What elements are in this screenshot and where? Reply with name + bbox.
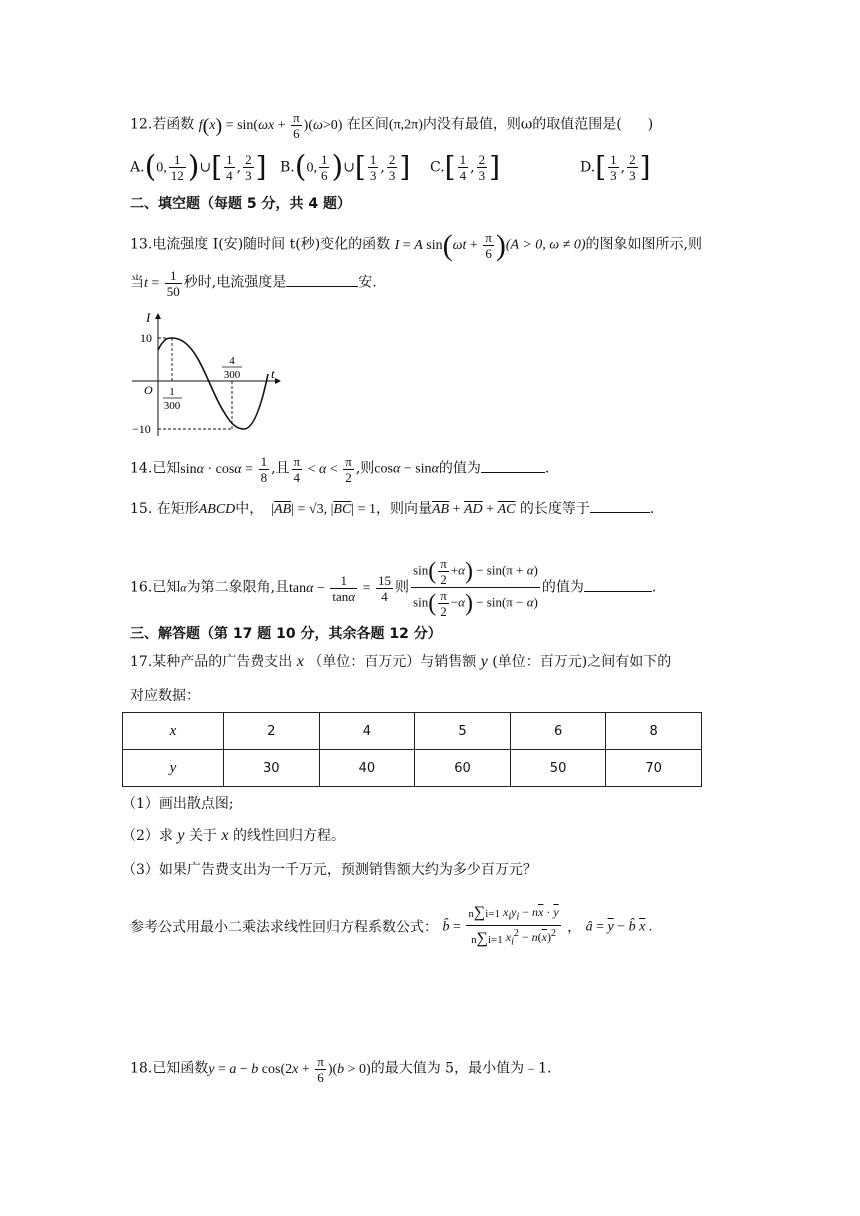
table-row [123,750,702,787]
frac-den: 4 [226,168,233,183]
var-y: y [177,827,185,844]
q12-option-d: D.[ $\frac{1}{3}$ , $\frac{2}{3}$ ] [580,150,651,184]
table-cell: 4 [319,713,415,750]
q15: 15. 在矩形ABCD中， $|\overline{AB}| = √3$, $|\overline{BC}| = 1$，则向量$\overline{AB} + \overline{AD} + \overline{AC}$ 的长度等于 . [130,498,654,520]
q17-line1c: (单位：百万元)之间有如下的 [492,654,672,670]
q17-ref-sep: ， [567,919,582,936]
q14: 14.已知sinα · cosα = $\frac{1}{8}$ ,且 $\frac{\pi}{4}$ < α < $\frac{\pi}{2}$ ,则cosα − sinα的值为 . [130,454,550,485]
q17-sub2a: （2）求 [122,828,173,844]
q18-suffix: 的最大值为 5，最小值为﹣1. [370,1060,552,1077]
origin-label: O [144,383,153,397]
frac-den: 3 [629,168,636,183]
frac-num: 2 [478,152,486,167]
option-text: 0, [156,160,167,176]
q13-sine-graph [128,308,288,442]
frac-num: 2 [629,152,636,167]
frac-num: 1 [369,152,377,167]
table-cell: 40 [319,750,415,787]
frac-num: 2 [388,152,396,167]
q12-formula: f(x) = sin(ωx + $\frac{\pi}{6}$ )(ω>0) [198,110,343,141]
tick-1-300-den: 300 [163,400,181,412]
q13-suffix: 的图象如图所示,则 [585,236,702,253]
q14-mid2: ,则 [355,460,375,477]
q17-sub2c: 的线性回归方程。 [232,828,345,844]
option-label: A. [130,159,145,176]
frac-num: 1 [320,152,328,167]
var-x: x [296,653,304,670]
q17-ref-text: 参考公式用最小二乘法求线性回归方程系数公式： [130,919,438,936]
option-label: C. [430,159,445,176]
var-x: x [221,827,229,844]
q17-line1a: 17.某种产品的广告费支出 [130,654,293,670]
q12-suffix: 内没有最值，则ω的取值范围是( [422,116,622,133]
q17-line2: 对应数据： [130,688,200,704]
frac-num: 1 [169,152,186,168]
q17-line1b: （单位：百万元）与销售额 [308,654,477,670]
q14-end: . [544,460,550,477]
q12-option-b: B.(0, $\frac{1}{6}$ )∪[ $\frac{1}{3}$ , $\frac{2}{3}$ ] [280,149,411,185]
frac-den: 3 [388,168,396,183]
frac-num: 2 [245,152,252,167]
q13-line2-end: 安. [358,274,377,291]
tick-1-300-num: 1 [169,386,175,398]
q15-end: . [649,501,655,517]
q16-mid2: 则 [395,579,410,596]
q16-end: . [651,579,657,596]
q13-prefix: 13.电流强度 I(安)随时间 t(秒)变化的函数 [130,236,391,253]
answer-blank[interactable] [584,577,652,592]
frac-num: 1 [610,152,617,167]
frac-den: 3 [478,168,486,183]
q14-prefix: 14.已知 [130,460,181,477]
frac-num: 1 [459,152,467,167]
frac-den: 12 [170,168,184,183]
table-cell: 30 [224,750,320,787]
table-header-y: y [123,750,224,787]
q17-reference-formula: 参考公式用最小二乘法求线性回归方程系数公式： b̂ = $\frac{n\sum i=1 x_iy_i - n\overline{x} \cdot \overline{y}}{n\sum i=1 x_i^2 - n(\overline{x})^2}$ ， â = $\overline{y}$ − b̂ $\overline{x}$ . [130,904,653,948]
q13-line2: 当t = $\frac{1}{50}$ 秒时,电流强度是 安. [130,268,377,299]
q12-option-a: A.(0, $\frac{1}{12}$ )∪[ $\frac{1}{4}$ , $\frac{2}{3}$ ] [130,149,267,185]
section-heading-fill-blank: 二、填空题（每题 5 分，共 4 题） [130,196,351,212]
q12-close: ) [647,116,654,133]
q15-mid: 中， [235,501,264,517]
answer-blank[interactable] [590,498,650,513]
table-row [123,713,702,750]
q16: 16.已知α为第二象限角,且tanα − $\frac{1}{\tan\alpha}$ = $\frac{15}{4}$ 则 sin( $\frac{\pi}{2}$ +α) − sin(π + α) sin( $\frac{\pi}{2}$ −α) − sin(π − α) 的值为 . [130,556,657,619]
q17-line1 [130,652,671,672]
q15-mid2: ，则向量 [375,501,432,517]
q12-prefix: 12.若函数 [130,116,195,133]
q17-sub3: （3）如果广告费支出为一千万元，预测销售额大约为多少百万元？ [122,862,537,878]
frac-den: 6 [320,168,328,183]
q16-suffix: 的值为 [541,579,584,596]
q12-stem [130,110,653,141]
q13-line2-prefix: 当 [130,274,144,291]
axis-label-t: t [271,366,275,381]
option-text: 0, [306,160,317,176]
q15-prefix: 15. 在矩形 [130,501,199,517]
table-cell: 6 [510,713,606,750]
q18-prefix: 18.已知函数 [130,1060,209,1077]
q16-alpha: α [180,580,187,595]
q17-data-table [122,712,702,787]
tick-4-300-den: 300 [223,369,241,381]
tick-4-300-num: 4 [229,355,235,367]
q18: 18.已知函数y = a − b cos(2x + $\frac{\pi}{6}$ )(b > 0)的最大值为 5，最小值为﹣1. [130,1054,552,1085]
table-cell: 5 [415,713,511,750]
answer-blank[interactable] [481,458,545,473]
q13-line1 [130,230,702,261]
q12-option-c: C.[ $\frac{1}{4}$ , $\frac{2}{3}$ ] [430,150,500,184]
table-cell: 70 [606,750,702,787]
q12-interval: (π,2π) [388,117,423,133]
q17-sub2b: 关于 [188,828,217,844]
q13-condition: (A > 0, ω ≠ 0) [505,237,586,253]
var-y: y [480,653,488,670]
answer-blank[interactable] [286,272,358,287]
q14-mid: ,且 [271,460,290,477]
y-min-label: −10 [132,422,151,436]
q14-suffix: 的值为 [438,460,481,477]
q15-suffix: 的长度等于 [519,501,590,517]
table-header-x: x [123,713,224,750]
section-heading-solutions: 三、解答题（第 17 题 10 分，其余各题 12 分） [130,626,442,642]
option-label: B. [280,159,295,176]
q17-sub2 [122,826,345,846]
table-cell: 2 [224,713,320,750]
q13-formula: I = A sin(ωt + $\frac{\pi}{6}$ ) [394,228,506,262]
y-max-label: 10 [140,331,152,345]
frac-den: 3 [245,168,252,183]
frac-num: 1 [226,152,233,167]
frac-den: 3 [369,168,377,183]
table-cell: 60 [415,750,511,787]
q16-mid: 为第二象限角,且 [186,579,290,596]
frac-den: 3 [610,168,617,183]
q16-prefix: 16.已知 [130,579,181,596]
frac-den: 4 [459,168,467,183]
q15-rect-name: ABCD [198,502,236,517]
option-label: D. [580,159,596,176]
table-cell: 8 [606,713,702,750]
q17-sub1: （1）画出散点图; [122,796,234,812]
q12-mid: 在区间 [346,116,389,133]
table-cell: 50 [510,750,606,787]
q13-line2-suffix: 秒时,电流强度是 [183,274,287,291]
axis-label-i: I [146,310,151,325]
